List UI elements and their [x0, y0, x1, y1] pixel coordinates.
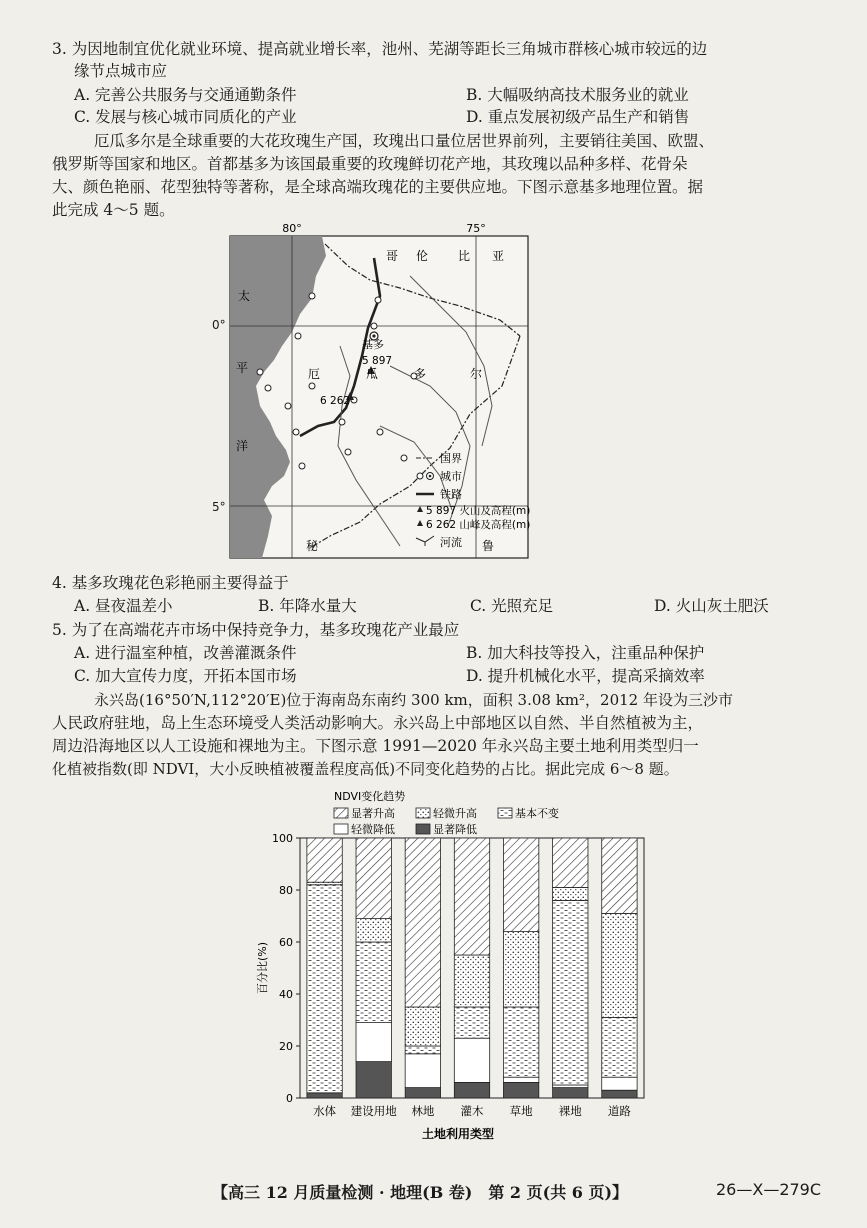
x-tick-label-2: 建设用地 [350, 1104, 397, 1118]
passage2-line1: 永兴岛(16°50′N,112°20′E)位于海南岛东南约 300 km，面积 3.08 km²，2012 年设为三沙市 [94, 691, 733, 709]
y-tick-label: 0 [286, 1092, 293, 1105]
bar-segment-7-5 [602, 838, 637, 913]
bar-segment-6-4 [553, 887, 588, 900]
legend-city-label: 城市 [440, 470, 462, 483]
q4-option-c: C. 光照充足 [470, 597, 554, 615]
ocean-char-1: 太 [238, 289, 251, 303]
label-lat-5: 5° [212, 500, 226, 514]
bar-segment-5-3 [503, 1007, 538, 1077]
y-tick-label: 40 [279, 988, 293, 1001]
x-tick-label-1: 水体 [313, 1104, 337, 1118]
passage1-line4: 此完成 4～5 题。 [52, 201, 175, 219]
legend-swatch-2 [416, 808, 430, 818]
peru-char-1: 秘 [306, 539, 319, 553]
city-marker [309, 293, 315, 299]
legend-label-4: 轻微降低 [351, 823, 395, 836]
q5-option-b: B. 加大科技等投入，注重品种保护 [466, 644, 705, 662]
x-axis-label: 土地利用类型 [421, 1127, 495, 1141]
legend-swatch-3 [498, 808, 512, 818]
bar-segment-3-2 [405, 1054, 440, 1088]
bar-segment-7-4 [602, 913, 637, 1017]
bar-segment-7-3 [602, 1017, 637, 1077]
bar-segment-7-1 [602, 1090, 637, 1098]
bar-segment-4-5 [454, 838, 489, 955]
q4-option-b: B. 年降水量大 [258, 597, 357, 615]
city-marker [309, 383, 315, 389]
y-tick-label: 20 [279, 1040, 293, 1053]
x-tick-label-3: 林地 [411, 1104, 435, 1118]
bar-segment-3-5 [405, 838, 440, 1007]
ecuador-char-4: 尔 [470, 367, 483, 381]
colombia-char-1: 哥 [386, 249, 399, 263]
label-volcano-value: 5 897 [362, 355, 393, 367]
bar-segment-5-4 [503, 932, 538, 1007]
bar-segment-1-1 [307, 1093, 342, 1098]
q4-stem: 4. 基多玫瑰花色彩艳丽主要得益于 [52, 574, 289, 592]
bar-segment-2-1 [356, 1062, 391, 1098]
colombia-char-2: 伦 [416, 249, 429, 263]
legend-river-label: 河流 [440, 536, 462, 549]
chart-legend [334, 789, 559, 836]
q5-option-c: C. 加大宣传力度，开拓本国市场 [74, 667, 297, 685]
label-lat-0: 0° [212, 318, 226, 332]
footer-code: 26—X—279C [716, 1180, 822, 1199]
legend-peak-label: 6 262 山峰及高程(m) [426, 519, 531, 531]
city-marker [377, 429, 383, 435]
city-marker [345, 449, 351, 455]
q4-option-a: A. 昼夜温差小 [74, 597, 173, 615]
bar-segment-7-2 [602, 1077, 637, 1090]
footer-title: 【高三 12 月质量检测 · 地理(B 卷) 第 2 页(共 6 页)】 [212, 1183, 629, 1202]
city-marker [293, 429, 299, 435]
city-marker [295, 333, 301, 339]
bar-segment-6-5 [553, 838, 588, 887]
q5-option-a: A. 进行温室种植，改善灌溉条件 [74, 644, 297, 662]
legend-label-5: 显著降低 [433, 823, 477, 836]
q3-option-b: B. 大幅吸纳高技术服务业的就业 [466, 86, 689, 104]
y-tick-label: 60 [279, 936, 293, 949]
bar-segment-3-3 [405, 1046, 440, 1054]
ecuador-char-2: 瓜 [366, 367, 379, 381]
x-tick-label-6: 裸地 [558, 1104, 582, 1118]
bar-segment-4-4 [454, 955, 489, 1007]
map-svg [230, 222, 531, 558]
bar-segment-3-1 [405, 1088, 440, 1098]
passage1-line1: 厄瓜多尔是全球重要的大花玫瑰生产国，玫瑰出口量位居世界前列，主要销往美国、欧盟、 [94, 132, 715, 150]
ocean-char-3: 洋 [236, 439, 249, 453]
city-marker [401, 455, 407, 461]
label-peak-value: 6 262 [320, 395, 351, 407]
q3-option-d: D. 重点发展初级产品生产和销售 [466, 108, 690, 126]
legend-swatch-1 [334, 808, 348, 818]
bar-segment-4-2 [454, 1038, 489, 1082]
legend-capital-dot [429, 475, 432, 478]
bar-segment-1-3 [307, 885, 342, 1093]
legend-swatch-5 [416, 824, 430, 834]
city-marker [285, 403, 291, 409]
chart-svg [232, 786, 652, 1146]
legend-label-3: 基本不变 [515, 807, 559, 820]
peru-char-2: 鲁 [482, 539, 495, 553]
ecuador-char-1: 厄 [308, 367, 321, 381]
colombia-char-3: 比 [458, 249, 471, 263]
label-lon-80: 80° [282, 222, 302, 235]
q5-stem: 5. 为了在高端花卉市场中保持竞争力，基多玫瑰花产业最应 [52, 621, 460, 639]
bar-segment-4-3 [454, 1007, 489, 1038]
y-axis-label: 百分比(%) [256, 941, 269, 995]
ecuador-char-3: 多 [414, 367, 427, 381]
city-marker [375, 297, 381, 303]
y-tick-label: 100 [272, 832, 293, 845]
y-tick-label: 80 [279, 884, 293, 897]
q3-option-c: C. 发展与核心城市同质化的产业 [74, 108, 297, 126]
city-marker [265, 385, 271, 391]
bar-segment-6-1 [553, 1088, 588, 1098]
legend-railway-label: 铁路 [440, 488, 462, 501]
legend-swatch-4 [334, 824, 348, 834]
quito-location-map [230, 222, 531, 558]
city-marker [339, 419, 345, 425]
bar-segment-2-4 [356, 919, 391, 942]
legend-volcano-label: 5 897 火山及高程(m) [426, 505, 531, 517]
passage2-line3: 周边沿海地区以人工设施和裸地为主。下图示意 1991—2020 年永兴岛主要土地利用类型归一 [52, 737, 699, 755]
chart-bars [307, 838, 637, 1098]
passage1-line3: 大、颜色艳丽、花型独特等著称，是全球高端玫瑰花的主要供应地。下图示意基多地理位置。据 [52, 178, 704, 196]
label-lon-75: 75° [466, 222, 486, 235]
bar-segment-5-2 [503, 1077, 538, 1082]
ocean-char-2: 平 [236, 361, 249, 375]
x-tick-label-7: 道路 [607, 1104, 631, 1118]
label-quito: 基多 [362, 338, 384, 351]
q3-stem-line1: 3. 为因地制宜优化就业环境、提高就业增长率，池州、芜湖等距长三角城市群核心城市较远的边 [52, 40, 708, 58]
legend-title: NDVI变化趋势 [334, 790, 406, 803]
legend-label-1: 显著升高 [351, 807, 395, 820]
bar-segment-1-5 [307, 838, 342, 882]
x-tick-label-4: 灌木 [460, 1104, 484, 1118]
bar-segment-2-5 [356, 838, 391, 919]
passage1-line2: 俄罗斯等国家和地区。首都基多为该国最重要的玫瑰鲜切花产地，其玫瑰以品种多样、花骨朵 [52, 155, 688, 173]
legend-city-symbol [417, 473, 423, 479]
passage2-line2: 人民政府驻地，岛上生态环境受人类活动影响大。永兴岛上中部地区以自然、半自然植被为主， [52, 714, 704, 732]
bar-segment-2-2 [356, 1023, 391, 1062]
legend-border-label: 国界 [440, 452, 462, 465]
city-marker [371, 323, 377, 329]
colombia-char-4: 亚 [492, 249, 505, 263]
bar-segment-5-1 [503, 1082, 538, 1098]
ndvi-stacked-bar-chart [232, 786, 652, 1146]
bar-segment-3-4 [405, 1007, 440, 1046]
q3-option-a: A. 完善公共服务与交通通勤条件 [74, 86, 297, 104]
bar-segment-6-3 [553, 900, 588, 1085]
q5-option-d: D. 提升机械化水平，提高采摘效率 [466, 667, 705, 685]
passage2-line4: 化植被指数(即 NDVI，大小反映植被覆盖程度高低)不同变化趋势的占比。据此完成 6～8 题。 [52, 760, 679, 778]
legend-label-2: 轻微升高 [433, 807, 477, 820]
bar-segment-5-5 [503, 838, 538, 932]
x-tick-label-5: 草地 [509, 1104, 533, 1118]
city-marker [257, 369, 263, 375]
bar-segment-2-3 [356, 942, 391, 1023]
city-marker [299, 463, 305, 469]
bar-segment-4-1 [454, 1082, 489, 1098]
q3-stem-line2: 缘节点城市应 [74, 62, 168, 80]
q4-option-d: D. 火山灰土肥沃 [654, 597, 769, 615]
